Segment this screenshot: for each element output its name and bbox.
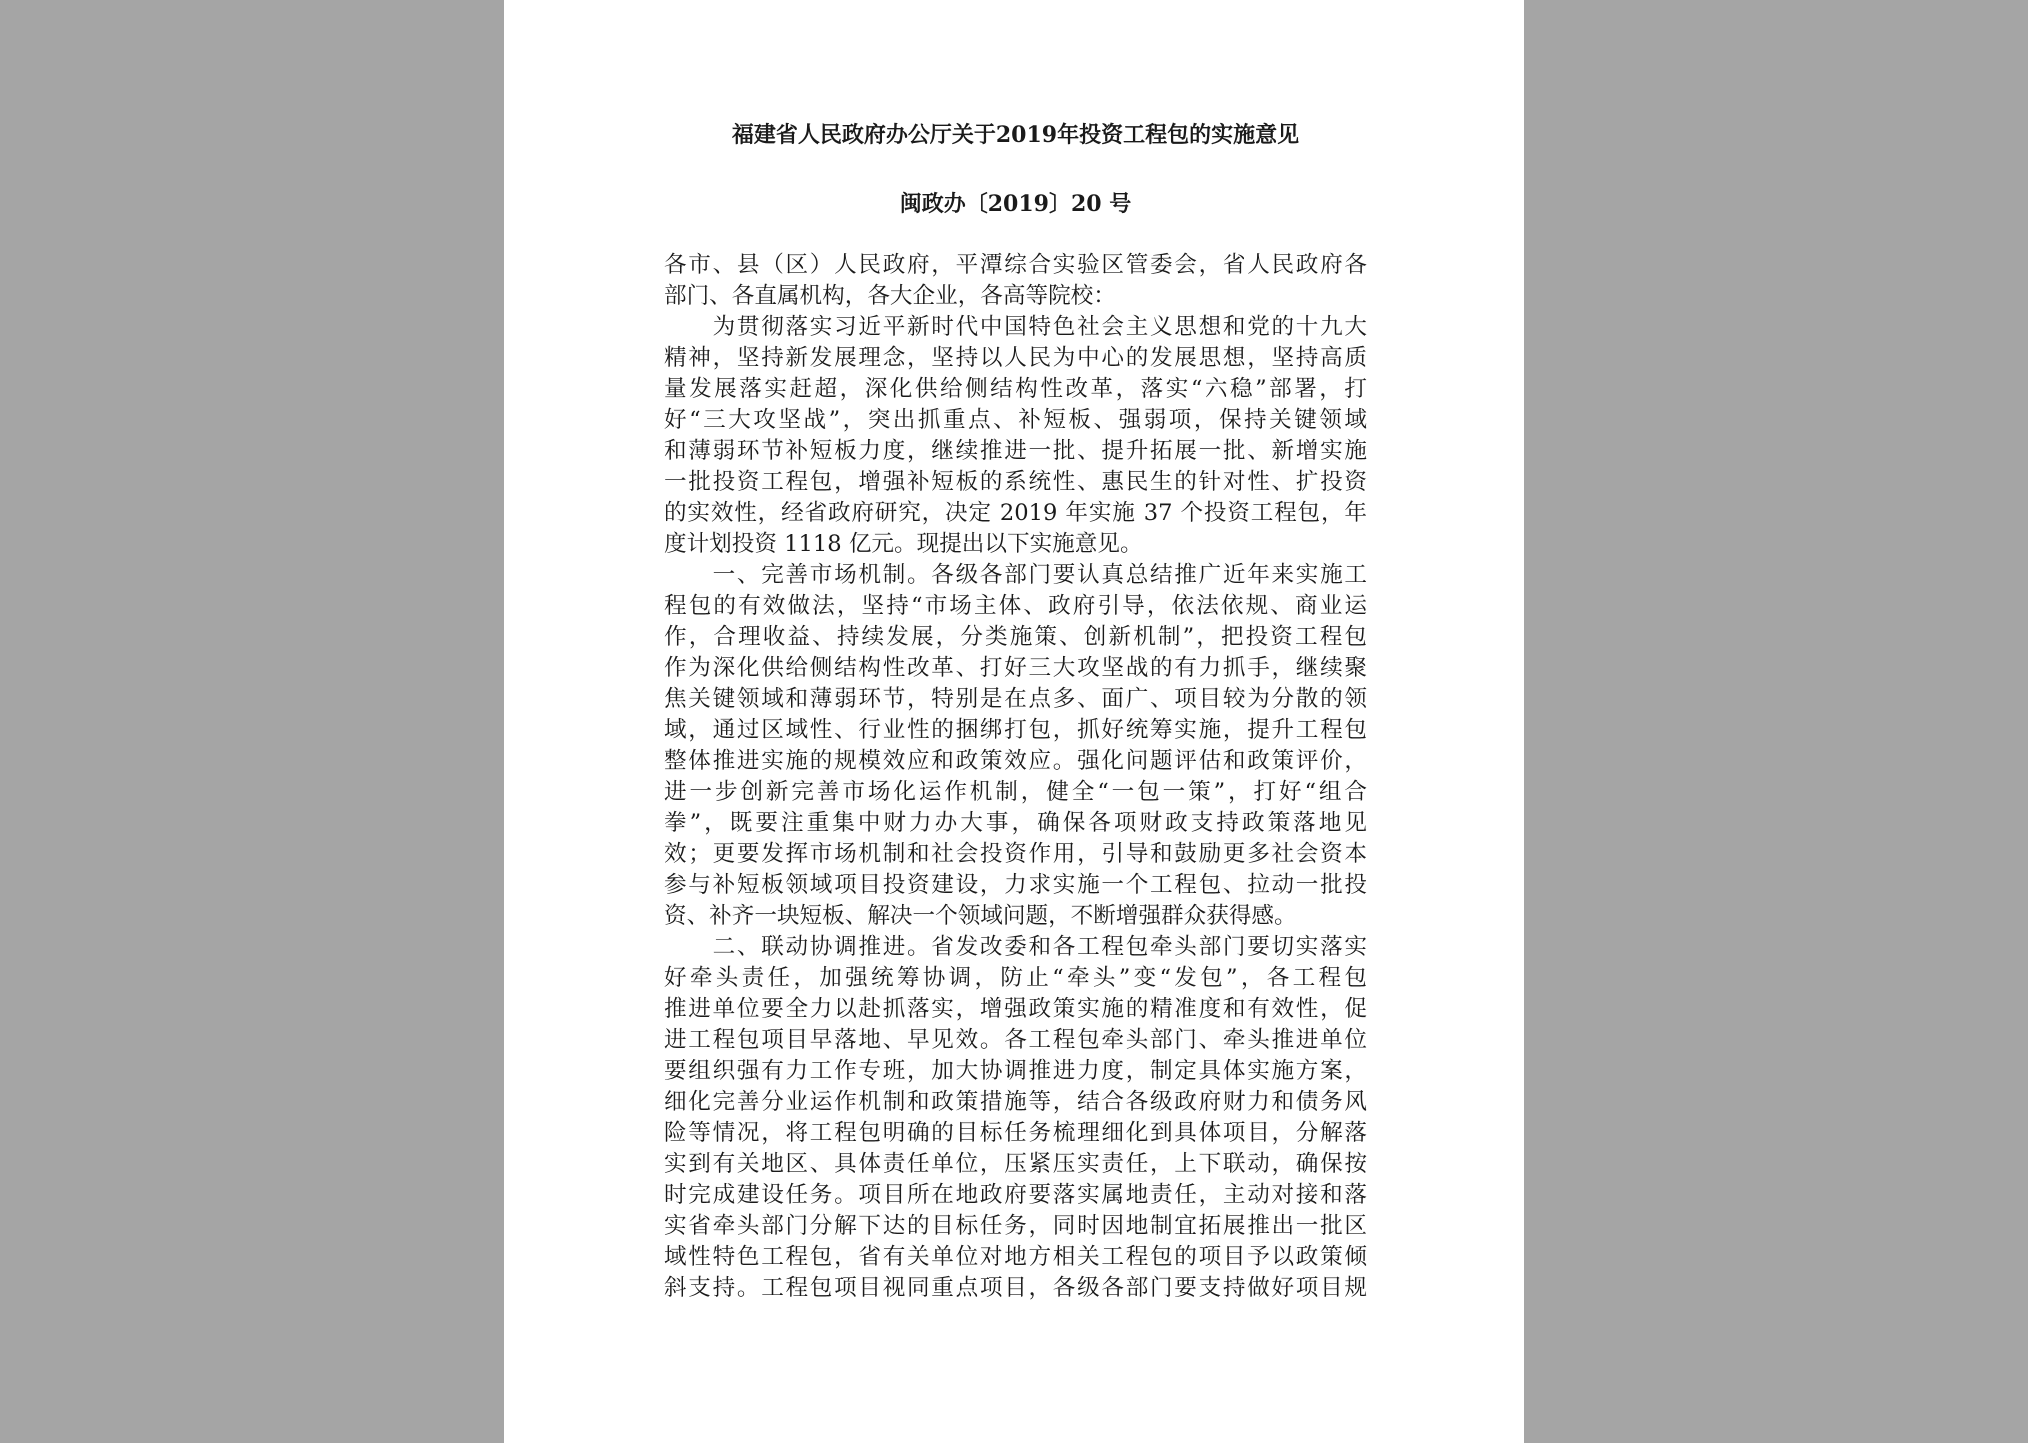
body-text-line: 作为深化供给侧结构性改革、打好三大攻坚战的有力抓手，继续聚: [664, 655, 1367, 681]
body-text-line: 参与补短板领域项目投资建设，力求实施一个工程包、拉动一批投: [664, 872, 1367, 898]
body-text-line: 细化完善分业运作机制和政策措施等，结合各级政府财力和债务风: [664, 1089, 1367, 1115]
body-text-line: 各市、县（区）人民政府，平潭综合实验区管委会，省人民政府各: [664, 252, 1367, 278]
document-title: 福建省人民政府办公厅关于2019年投资工程包的实施意见: [731, 122, 1300, 148]
body-text-line: 量发展落实赶超，深化供给侧结构性改革，落实“六稳”部署，打: [664, 376, 1367, 402]
body-text-line: 推进单位要全力以赴抓落实，增强政策实施的精准度和有效性，促: [664, 996, 1367, 1022]
body-text-line: 好“三大攻坚战”，突出抓重点、补短板、强弱项，保持关键领域: [664, 407, 1367, 433]
document-page[interactable]: [504, 0, 1524, 1443]
body-text-line: 斜支持。工程包项目视同重点项目，各级各部门要支持做好项目规: [664, 1275, 1367, 1301]
body-text-line: 进一步创新完善市场化运作机制，健全“一包一策”，打好“组合: [664, 779, 1367, 805]
body-text-line: 好牵头责任，加强统筹协调，防止“牵头”变“发包”，各工程包: [664, 965, 1367, 991]
body-text-line: 一批投资工程包，增强补短板的系统性、惠民生的针对性、扩投资: [664, 469, 1367, 495]
body-text-line: 时完成建设任务。项目所在地政府要落实属地责任，主动对接和落: [664, 1182, 1367, 1208]
body-text-line: 效；更要发挥市场机制和社会投资作用，引导和鼓励更多社会资本: [664, 841, 1367, 867]
body-text-line: 整体推进实施的规模效应和政策效应。强化问题评估和政策评价，: [664, 748, 1367, 774]
body-text-line: 险等情况，将工程包明确的目标任务梳理细化到具体项目，分解落: [664, 1120, 1367, 1146]
body-text-line: 度计划投资 1118 亿元。现提出以下实施意见。: [664, 531, 1143, 557]
body-text-line: 域，通过区域性、行业性的捆绑打包，抓好统筹实施，提升工程包: [664, 717, 1367, 743]
body-text-line: 进工程包项目早落地、早见效。各工程包牵头部门、牵头推进单位: [664, 1027, 1367, 1053]
body-text-line: 实省牵头部门分解下达的目标任务，同时因地制宜拓展推出一批区: [664, 1213, 1367, 1239]
body-text-line: 程包的有效做法，坚持“市场主体、政府引导，依法依规、商业运: [664, 593, 1367, 619]
body-text-line: 一、完善市场机制。各级各部门要认真总结推广近年来实施工: [664, 562, 1367, 588]
body-text-line: 部门、各直属机构，各大企业，各高等院校：: [664, 283, 1116, 309]
body-text-line: 为贯彻落实习近平新时代中国特色社会主义思想和党的十九大: [664, 314, 1367, 340]
document-number: 闽政办〔2019〕20 号: [899, 191, 1132, 217]
body-text-line: 实到有关地区、具体责任单位，压紧压实责任，上下联动，确保按: [664, 1151, 1367, 1177]
body-text-line: 精神，坚持新发展理念，坚持以人民为中心的发展思想，坚持高质: [664, 345, 1367, 371]
body-text-line: 拳”，既要注重集中财力办大事，确保各项财政支持政策落地见: [664, 810, 1367, 836]
body-text-line: 二、联动协调推进。省发改委和各工程包牵头部门要切实落实: [664, 934, 1367, 960]
document-body: [664, 250, 1367, 1304]
body-text-line: 域性特色工程包，省有关单位对地方相关工程包的项目予以政策倾: [664, 1244, 1367, 1270]
page-content: [664, 118, 1367, 1304]
body-text-line: 资、补齐一块短板、解决一个领域问题，不断增强群众获得感。: [664, 903, 1297, 929]
body-text-line: 要组织强有力工作专班，加大协调推进力度，制定具体实施方案，: [664, 1058, 1367, 1084]
body-text-line: 焦关键领域和薄弱环节，特别是在点多、面广、项目较为分散的领: [664, 686, 1367, 712]
body-text-line: 和薄弱环节补短板力度，继续推进一批、提升拓展一批、新增实施: [664, 438, 1367, 464]
body-text-line: 作，合理收益、持续发展，分类施策、创新机制”，把投资工程包: [664, 624, 1367, 650]
body-text-line: 的实效性，经省政府研究，决定 2019 年实施 37 个投资工程包，年: [664, 500, 1367, 526]
